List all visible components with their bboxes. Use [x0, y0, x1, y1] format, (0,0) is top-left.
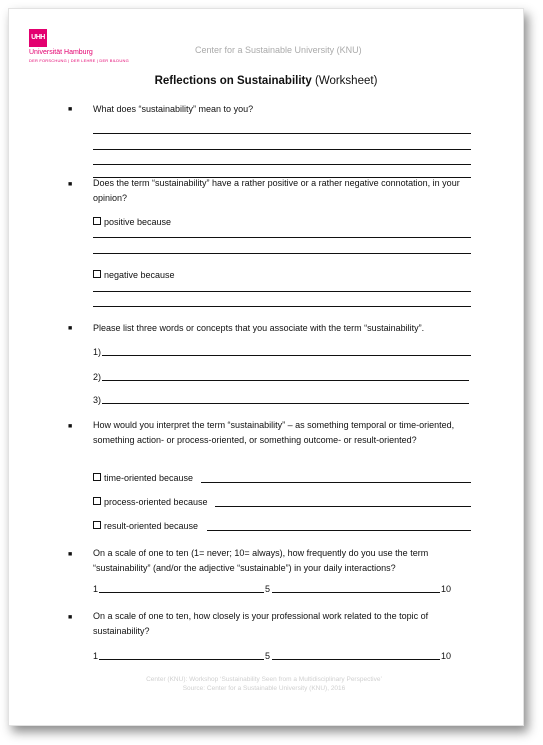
- scale-max-label: 10: [441, 651, 452, 661]
- question-5: On a scale of one to ten (1= never; 10= always), how frequently do you use the term “sustainability” (and/or the adjective “sustainable”) in your daily interactions?: [93, 548, 429, 573]
- question-2: Does the term “sustainability” have a rather positive or a rather negative connotation, in your opinion?: [93, 178, 460, 203]
- worksheet-page: [8, 8, 524, 726]
- list-item-2-label: 2): [93, 372, 102, 382]
- answer-line[interactable]: [93, 306, 471, 307]
- answer-line[interactable]: [102, 380, 469, 381]
- scale-min-label: 1: [93, 651, 99, 661]
- option-time-oriented[interactable]: time-oriented because: [93, 473, 193, 483]
- checkbox-icon[interactable]: [93, 217, 101, 225]
- answer-line[interactable]: [207, 530, 471, 531]
- rating-scale-line[interactable]: [272, 592, 440, 593]
- answer-line[interactable]: [102, 355, 471, 356]
- page-title: [9, 75, 523, 87]
- title-bold: Reflections on Sustainability: [154, 75, 312, 87]
- rating-scale-line[interactable]: [99, 659, 264, 660]
- question-4: How would you interpret the term “sustainability” – as something temporal or time-oriented, something action- or process-oriented, or something outcome- or result-oriented?: [93, 420, 455, 445]
- list-item-1-label: 1): [93, 347, 102, 357]
- scale-mid-label: 5: [265, 584, 271, 594]
- bullet-icon: ■: [68, 181, 73, 188]
- answer-line[interactable]: [201, 482, 471, 483]
- option-negative[interactable]: negative because: [93, 270, 175, 280]
- bullet-icon: ■: [68, 106, 73, 113]
- bullet-icon: ■: [68, 423, 73, 430]
- answer-line[interactable]: [93, 164, 471, 165]
- answer-line[interactable]: [93, 149, 471, 150]
- answer-line[interactable]: [102, 403, 469, 404]
- answer-line[interactable]: [93, 237, 471, 238]
- question-3: Please list three words or concepts that you associate with the term “sustainability”.: [93, 323, 425, 333]
- checkbox-icon[interactable]: [93, 270, 101, 278]
- scale-max-label: 10: [441, 584, 452, 594]
- list-item-3-label: 3): [93, 395, 102, 405]
- answer-line[interactable]: [93, 133, 471, 134]
- university-logo: [29, 29, 149, 71]
- option-process-oriented[interactable]: process-oriented because: [93, 497, 208, 507]
- option-positive[interactable]: positive because: [93, 217, 171, 227]
- title-suffix: (Worksheet): [314, 75, 378, 87]
- question-1: What does “sustainability” mean to you?: [93, 104, 254, 114]
- scale-mid-label: 5: [265, 651, 271, 661]
- answer-line[interactable]: [93, 253, 471, 254]
- checkbox-icon[interactable]: [93, 497, 101, 505]
- rating-scale-line[interactable]: [272, 659, 440, 660]
- bullet-icon: ■: [68, 325, 73, 332]
- footer-line-2: Source: Center for a Sustainable University (KNU), 2016: [182, 685, 346, 692]
- checkbox-icon[interactable]: [93, 521, 101, 529]
- bullet-icon: ■: [68, 614, 73, 621]
- footer-line-1: Center (KNU): Workshop ‘Sustainability Seen from a Multidisciplinary Perspective’: [146, 676, 382, 683]
- checkbox-icon[interactable]: [93, 473, 101, 481]
- question-6: On a scale of one to ten, how closely is your professional work related to the topic of sustainability?: [93, 611, 429, 636]
- center-title: Center for a Sustainable University (KNU): [195, 45, 362, 55]
- university-tagline: DER FORSCHUNG | DER LEHRE | DER BILDUNG: [29, 58, 129, 63]
- uhh-logo-mark: UHH: [29, 29, 47, 47]
- answer-line[interactable]: [215, 506, 471, 507]
- option-result-oriented[interactable]: result-oriented because: [93, 521, 198, 531]
- bullet-icon: ■: [68, 551, 73, 558]
- answer-line[interactable]: [93, 291, 471, 292]
- rating-scale-line[interactable]: [99, 592, 264, 593]
- university-name: Universität Hamburg: [29, 49, 93, 56]
- page-footer: [79, 675, 449, 693]
- scale-min-label: 1: [93, 584, 99, 594]
